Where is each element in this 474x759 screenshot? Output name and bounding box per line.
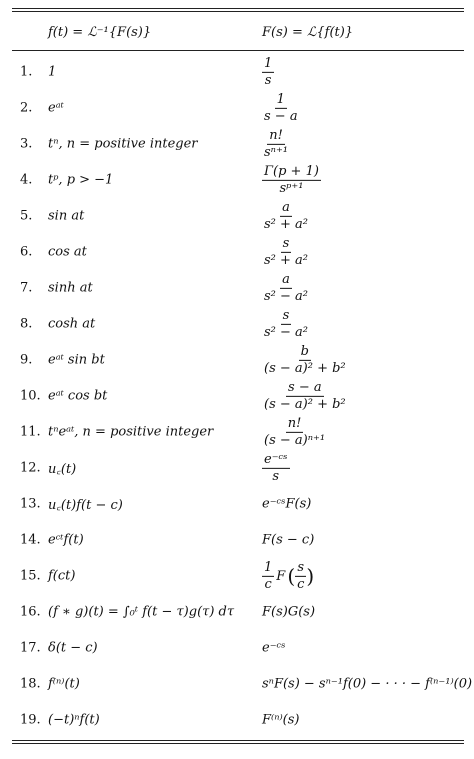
table-row <box>0 594 474 630</box>
laplace-transform <box>262 605 315 620</box>
laplace-transform <box>262 533 314 548</box>
argument-fraction <box>295 561 306 591</box>
numerator: 1 <box>264 55 273 71</box>
denominator: (s − a)² + b² <box>264 396 346 412</box>
table-row <box>0 522 474 558</box>
laplace-transform <box>262 677 472 692</box>
fraction <box>262 345 348 375</box>
numerator: 1 <box>264 559 273 575</box>
numerator: b <box>300 343 309 359</box>
laplace-transform <box>262 201 310 231</box>
laplace-transform <box>262 93 300 123</box>
transform-text: sⁿF(s) − sⁿ⁻¹f(0) − · · · − f⁽ⁿ⁻¹⁾(0) <box>262 676 473 692</box>
numerator: a <box>282 199 290 215</box>
time-function: f(ct) <box>48 568 76 584</box>
table-row <box>0 558 474 594</box>
transform-text: e⁻ᶜˢF(s) <box>262 496 312 512</box>
row-number: 14. <box>20 532 41 548</box>
fraction <box>262 309 310 339</box>
time-function: (f ∗ g)(t) = ∫₀ᵗ f(t − τ)g(τ) dτ <box>48 604 235 620</box>
table-row <box>0 270 474 306</box>
header-transform: F(s) = ℒ{f(t)} <box>262 25 354 40</box>
table-row <box>0 54 474 90</box>
laplace-transform <box>262 497 311 512</box>
transform-text: F(s)G(s) <box>262 604 316 620</box>
row-number: 19. <box>20 712 41 728</box>
numerator: n! <box>287 415 302 431</box>
time-function: sin at <box>48 208 85 224</box>
numerator: s <box>282 235 290 251</box>
time-function: 1 <box>48 64 57 80</box>
table-row <box>0 90 474 126</box>
time-function: f⁽ⁿ⁾(t) <box>48 676 80 692</box>
transform-text: e⁻ᶜˢ <box>262 640 286 656</box>
fraction <box>262 93 300 123</box>
denominator: s² − a² <box>264 288 309 304</box>
fraction <box>262 237 310 267</box>
function-symbol: F <box>276 568 286 584</box>
numerator: s <box>297 559 305 575</box>
time-function: tⁿ, n = positive integer <box>48 136 198 152</box>
laplace-transform <box>262 713 300 728</box>
denominator: (s − a)ⁿ⁺¹ <box>264 432 326 448</box>
table-row <box>0 342 474 378</box>
table-row <box>0 630 474 666</box>
table-row <box>0 378 474 414</box>
laplace-transform <box>262 381 348 411</box>
bottom-rule-1 <box>12 740 464 741</box>
time-function: eᶜᵗf(t) <box>48 532 84 548</box>
fraction <box>262 129 290 159</box>
row-number: 3. <box>20 136 33 152</box>
row-number: 15. <box>20 568 41 584</box>
header-rule <box>12 50 464 51</box>
denominator: s <box>272 468 280 484</box>
fraction <box>262 57 274 87</box>
laplace-transform <box>262 129 290 159</box>
table-row <box>0 126 474 162</box>
fraction <box>262 381 348 411</box>
numerator: e⁻ᶜˢ <box>264 451 288 467</box>
laplace-transform <box>262 237 310 267</box>
top-rule-1 <box>12 8 464 9</box>
row-number: 2. <box>20 100 33 116</box>
row-number: 7. <box>20 280 33 296</box>
denominator: s² − a² <box>264 324 309 340</box>
left-paren: ( <box>287 564 296 588</box>
row-number: 16. <box>20 604 41 620</box>
time-function: sinh at <box>48 280 93 296</box>
denominator: s² + a² <box>264 216 309 232</box>
time-function: u꜀(t)f(t − c) <box>48 498 123 513</box>
denominator: s <box>264 72 272 88</box>
bottom-rule-2 <box>12 743 464 744</box>
fraction <box>262 165 321 195</box>
fraction <box>262 417 327 447</box>
fraction <box>262 453 290 483</box>
denominator: sᵖ⁺¹ <box>279 180 304 196</box>
laplace-transform <box>262 453 290 483</box>
time-function: tᵖ, p > −1 <box>48 172 114 188</box>
time-function: eᵃᵗ sin bt <box>48 352 105 368</box>
laplace-transform <box>262 345 348 375</box>
time-function: u꜀(t) <box>48 462 77 477</box>
laplace-transform <box>262 273 310 303</box>
top-rule-2 <box>12 11 464 12</box>
numerator: a <box>282 271 290 287</box>
transform-text: F⁽ⁿ⁾(s) <box>262 712 300 728</box>
table-row <box>0 306 474 342</box>
row-number: 13. <box>20 496 41 512</box>
row-number: 12. <box>20 460 41 476</box>
denominator: s² + a² <box>264 252 309 268</box>
header-inverse-transform: f(t) = ℒ⁻¹{F(s)} <box>48 25 152 40</box>
laplace-transform <box>262 309 310 339</box>
time-function: cosh at <box>48 316 96 332</box>
fraction <box>262 201 310 231</box>
table-row <box>0 702 474 738</box>
numerator: Γ(p + 1) <box>264 163 319 179</box>
denominator: (s − a)² + b² <box>264 360 346 376</box>
row-number: 5. <box>20 208 33 224</box>
numerator: s <box>282 307 290 323</box>
time-function: cos at <box>48 244 87 260</box>
time-function: (−t)ⁿf(t) <box>48 712 100 728</box>
table-row <box>0 450 474 486</box>
table-row <box>0 198 474 234</box>
table-row <box>0 666 474 702</box>
time-function: tⁿeᵃᵗ, n = positive integer <box>48 424 214 440</box>
row-number: 1. <box>20 64 33 80</box>
row-number: 17. <box>20 640 41 656</box>
row-number: 8. <box>20 316 33 332</box>
row-number: 4. <box>20 172 33 188</box>
numerator: 1 <box>276 91 285 107</box>
denominator: c <box>297 576 305 592</box>
denominator: s − a <box>264 108 298 124</box>
table-row <box>0 162 474 198</box>
row-number: 9. <box>20 352 33 368</box>
right-paren: ) <box>306 564 315 588</box>
laplace-transform <box>262 561 314 591</box>
row-number: 6. <box>20 244 33 260</box>
denominator: sⁿ⁺¹ <box>264 144 289 160</box>
laplace-transform <box>262 57 274 87</box>
time-function: eᵃᵗ <box>48 100 64 116</box>
numerator: n! <box>269 127 283 143</box>
table-row <box>0 486 474 522</box>
table-row <box>0 414 474 450</box>
transform-text: F(s − c) <box>262 532 315 548</box>
table-row <box>0 234 474 270</box>
laplace-transform <box>262 417 327 447</box>
laplace-transform <box>262 165 321 195</box>
laplace-transform <box>262 641 286 656</box>
time-function: eᵃᵗ cos bt <box>48 388 108 404</box>
row-number: 11. <box>20 424 41 440</box>
row-number: 18. <box>20 676 41 692</box>
numerator: s − a <box>288 379 322 395</box>
fraction <box>262 273 310 303</box>
row-number: 10. <box>20 388 41 404</box>
time-function: δ(t − c) <box>48 640 98 656</box>
scale-fraction <box>262 561 274 591</box>
denominator: c <box>264 576 272 592</box>
